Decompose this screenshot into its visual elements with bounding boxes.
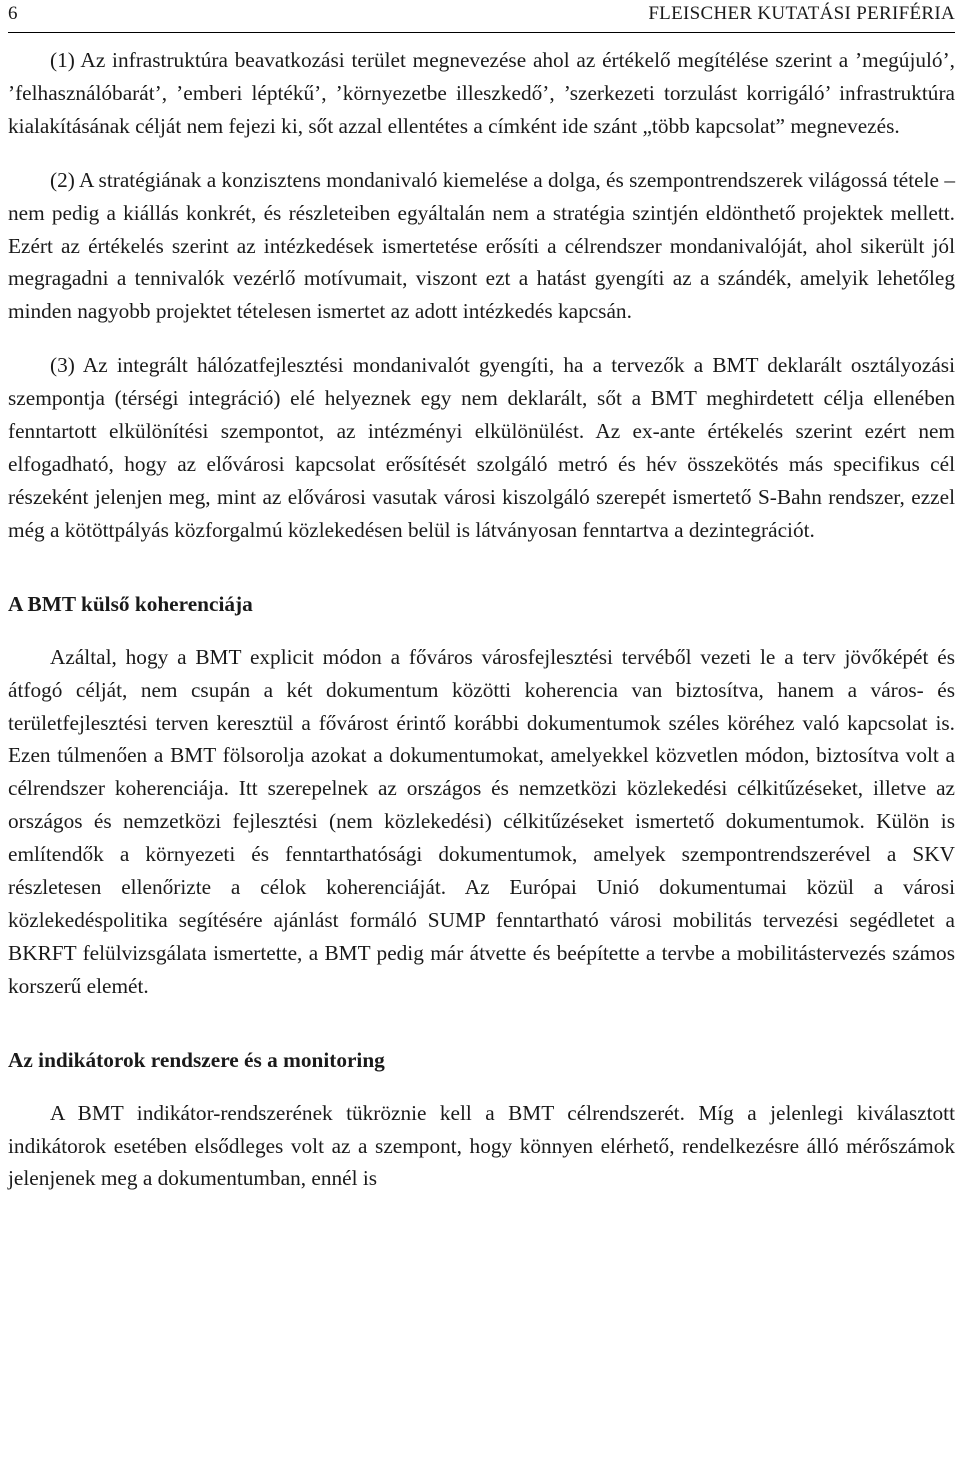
paragraph-point-3: (3) Az integrált hálózatfejlesztési mondanivalót gyengíti, ha a tervezők a BMT deklarált osztályozási szempontja (térségi integráció) elé helyeznek egy nem deklarált, sőt a BMT meghirdetett célja ellenében fenntartott elkülönítési szempontot, az intézményi elkülönülést. Az ex-ante értékelés szerint ezért nem elfogadható, hogy az elővárosi kapcsolat erősítését szolgáló metró és hév összekötés más specifikus cél részeként jelenjen meg, mint az elővárosi vasutak városi kiszolgáló szerepét ismertető S-Bahn rendszer, ezzel még a kötöttpályás közforgalmú közlekedésen belül is látványosan fenntartva a dezintegrációt. xyxy=(8,353,955,542)
body-text xyxy=(8,44,955,1195)
paragraph-indicators: A BMT indikátor-rendszerének tükröznie kell a BMT célrendszerét. Míg a jelenlegi kiválasztott indikátorok esetében elsődleges volt az a szempont, hogy könnyen elérhető, rendelkezésre álló mérőszámok jelenjenek meg a dokumentumban, ennél is xyxy=(8,1100,955,1191)
section-heading-external-coherence: A BMT külső koherenciája xyxy=(8,591,253,616)
page-content xyxy=(8,0,955,1195)
paragraph-point-2: (2) A stratégiának a konzisztens mondanivaló kiemelése a dolga, és szempontrendszerek világossá tétele – nem pedig a kiállás konkrét, és részleteiben egyáltalán nem a stratégia szintjén eldönthető projektek mellett. Ezért az értékelés szerint az intézkedések ismertetése erősíti a célrendszer mondanivalóját, ahol sikerült jól megragadni a tennivalók vezérlő motívumait, viszont ezt a hatást gyengíti az a szándék, amelyik lehetőleg minden nagyobb projektet tételesen ismertet az adott intézkedés kapcsán. xyxy=(8,167,955,324)
section-heading-indicators: Az indikátorok rendszere és a monitoring xyxy=(8,1047,385,1072)
paragraph-point-1: (1) Az infrastruktúra beavatkozási terület megnevezése ahol az értékelő megítélése szerint a ’megújuló’, ’felhasználóbarát’, ’emberi léptékű’, ’környezetbe illeszkedő’, ’szerkezeti torzulást korrigáló’ infrastruktúra kialakításának célját nem fejezi ki, sőt azzal ellentétes a címként ide szánt „több kapcsolat” megnevezés. xyxy=(8,48,955,138)
paragraph-external-coherence: Azáltal, hogy a BMT explicit módon a főváros városfejlesztési tervéből vezeti le a terv jövőképét és átfogó célját, nem csupán a két dokumentum közötti koherencia van biztosítva, hanem a város- és területfejlesztési terven keresztül a fővárost érintő korábbi dokumentumok széles köréhez való kapcsolat is. Ezen túlmenően a BMT fölsorolja azokat a dokumentumokat, amelyekkel közvetlen módon, biztosítva volt a célrendszer koherenciája. Itt szerepelnek az országos és nemzetközi közlekedési célkitűzéseket, illetve az országos és nemzetközi fejlesztési (nem közlekedési) célkitűzéseket ismertető dokumentumok. Külön is említendők a környezeti és fenntarthatósági dokumentumok, amelyek szempontrendszerével a SKV részletesen ellenőrizte a célok koherenciáját. Az Európai Unió dokumentumai közül a városi közlekedéspolitika segítésére ajánlást formáló SUMP fenntartható városi mobilitás tervezési segédletet a BKRFT felülvizsgálata ismertette, a BMT pedig már átvette és beépítette a tervbe a mobilitástervezés számos korszerű elemét. xyxy=(8,644,955,998)
journal-title: FLEISCHER KUTATÁSI PERIFÉRIA xyxy=(648,3,955,24)
page-number: 6 xyxy=(8,3,18,24)
running-head xyxy=(8,0,955,33)
